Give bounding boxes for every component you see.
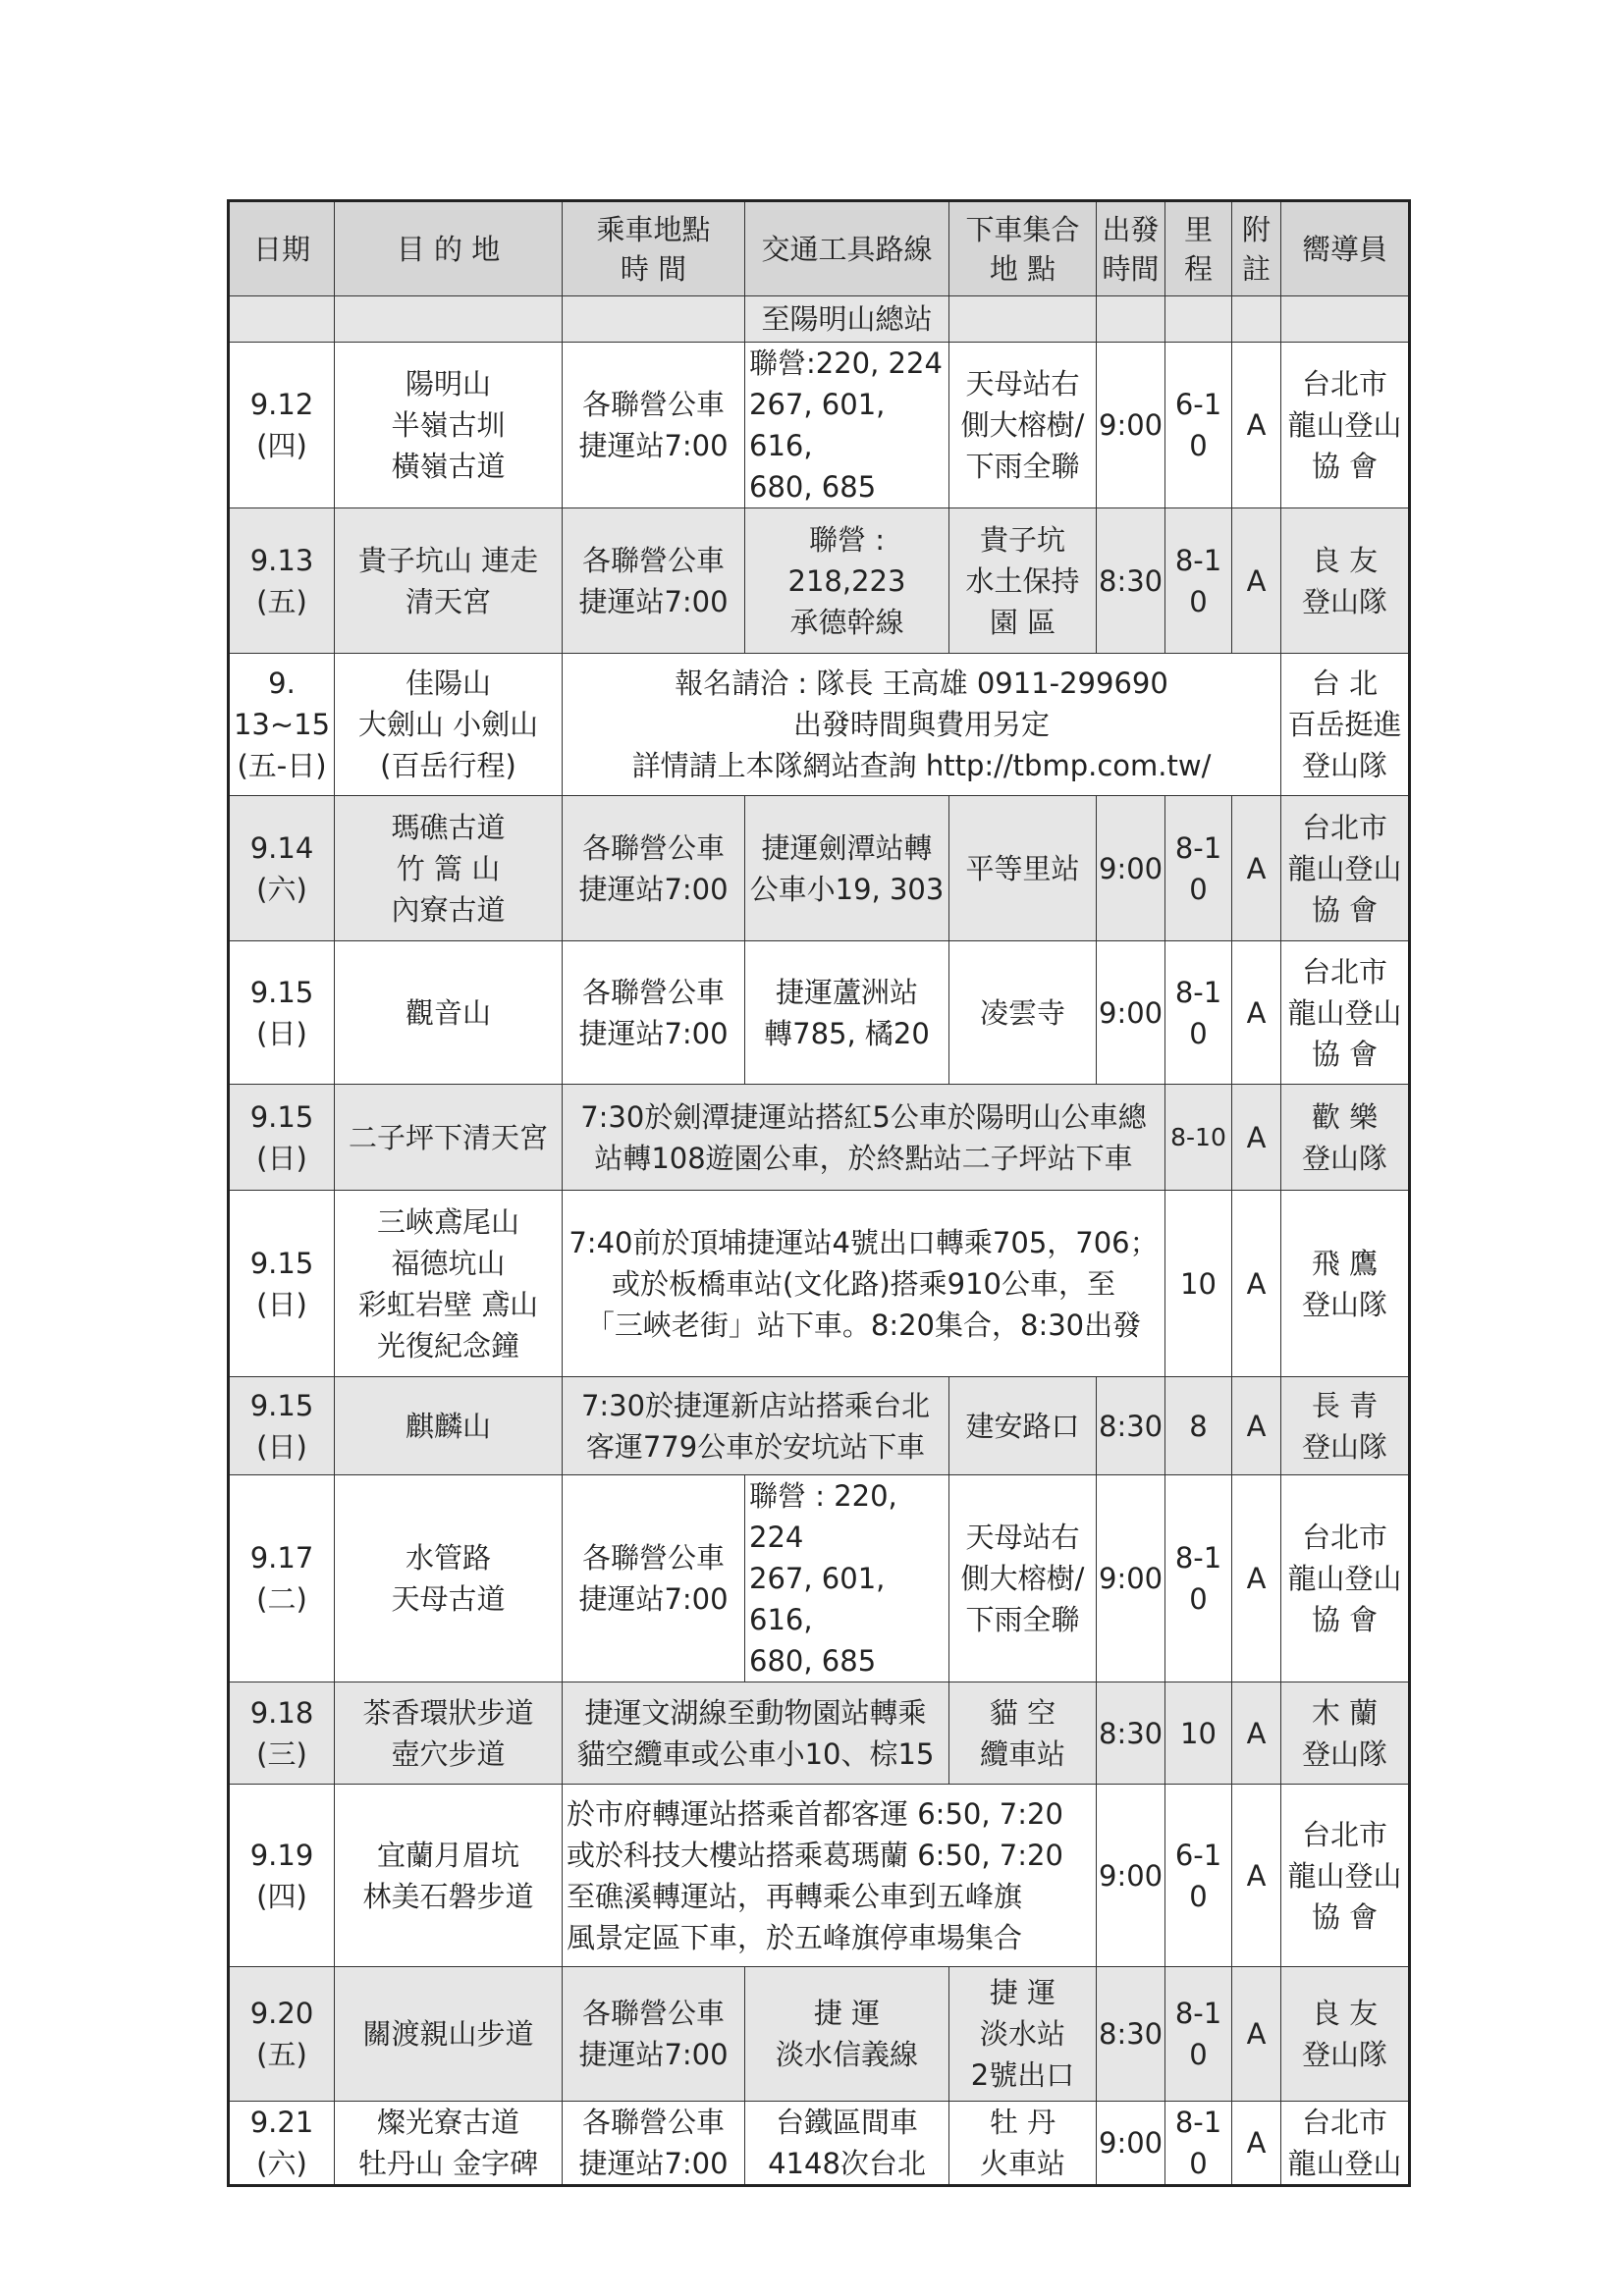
boarding-cell: 各聯營公車 捷運站7:00 — [563, 1967, 745, 2102]
distance-cell: 8-1 0 — [1165, 1475, 1232, 1682]
table-row — [229, 796, 1410, 941]
guide-cell: 良 友 登山隊 — [1281, 1967, 1410, 2102]
distance-cell: 10 — [1165, 1191, 1232, 1377]
boarding-cell: 各聯營公車 捷運站7:00 — [563, 508, 745, 654]
date-cell: 9.15 (日) — [229, 1377, 335, 1475]
distance-cell: 10 — [1165, 1682, 1232, 1785]
info-cell: 報名請洽 : 隊長 王高雄 0911-299690 出發時間與費用另定 詳情請上本隊網站查詢 http://tbmp.com.tw/ — [563, 654, 1281, 796]
destination-cell: 陽明山 半嶺古圳 橫嶺古道 — [335, 343, 563, 508]
table-row — [229, 343, 1410, 508]
table-row — [229, 1377, 1410, 1475]
info-cell: 捷運文湖線至動物園站轉乘 貓空纜車或公車小10、棕15 — [563, 1682, 949, 1785]
header-date: 日期 — [229, 201, 335, 296]
dropoff-cell: 天母站右 側大榕樹/ 下雨全聯 — [949, 1475, 1097, 1682]
route-cell: 台鐵區間車 4148次台北 — [745, 2102, 949, 2186]
header-dropoff: 下車集合 地 點 — [949, 201, 1097, 296]
date-cell: 9.18 (三) — [229, 1682, 335, 1785]
header-row — [229, 201, 1410, 296]
time-cell: 9:00 — [1097, 1475, 1165, 1682]
guide-cell: 台北市 龍山登山 協 會 — [1281, 1475, 1410, 1682]
time-cell: 8:30 — [1097, 1682, 1165, 1785]
guide-cell: 木 蘭 登山隊 — [1281, 1682, 1410, 1785]
route-cell: 聯營 : 220, 224 267, 601, 616, 680, 685 — [745, 1475, 949, 1682]
distance-cell: 8-1 0 — [1165, 1967, 1232, 2102]
destination-cell: 貴子坑山 連走 清天宮 — [335, 508, 563, 654]
dropoff-cell: 捷 運 淡水站 2號出口 — [949, 1967, 1097, 2102]
date-cell: 9.12 (四) — [229, 343, 335, 508]
time-cell: 8:30 — [1097, 1377, 1165, 1475]
header-destination: 目 的 地 — [335, 201, 563, 296]
continuation-row — [229, 296, 1410, 343]
destination-cell: 瑪礁古道 竹 篙 山 內寮古道 — [335, 796, 563, 941]
route-cell: 聯營:220, 224 267, 601, 616, 680, 685 — [745, 343, 949, 508]
date-cell: 9.13 (五) — [229, 508, 335, 654]
dropoff-cell: 貓 空 纜車站 — [949, 1682, 1097, 1785]
boarding-cell: 各聯營公車 捷運站7:00 — [563, 1475, 745, 1682]
guide-cell: 台北市 龍山登山 協 會 — [1281, 796, 1410, 941]
route-cell: 捷 運 淡水信義線 — [745, 1967, 949, 2102]
guide-cell: 良 友 登山隊 — [1281, 508, 1410, 654]
header-depart: 出發 時間 — [1097, 201, 1165, 296]
destination-cell: 水管路 天母古道 — [335, 1475, 563, 1682]
header-guide: 嚮導員 — [1281, 201, 1410, 296]
guide-cell: 台北市 龍山登山 協 會 — [1281, 343, 1410, 508]
dropoff-cell: 牡 丹 火車站 — [949, 2102, 1097, 2186]
time-cell: 9:00 — [1097, 1785, 1165, 1967]
destination-cell: 關渡親山步道 — [335, 1967, 563, 2102]
table-row — [229, 941, 1410, 1085]
info-cell: 7:30於劍潭捷運站搭紅5公車於陽明山公車總 站轉108遊園公車，於終點站二子坪站下車 — [563, 1085, 1165, 1191]
date-cell: 9.20 (五) — [229, 1967, 335, 2102]
note-cell: A — [1232, 1191, 1281, 1377]
time-cell: 8:30 — [1097, 1967, 1165, 2102]
note-cell: A — [1232, 1967, 1281, 2102]
dropoff-cell: 貴子坑 水土保持 園 區 — [949, 508, 1097, 654]
destination-cell: 佳陽山 大劍山 小劍山 (百岳行程) — [335, 654, 563, 796]
destination-cell: 觀音山 — [335, 941, 563, 1085]
note-cell: A — [1232, 1475, 1281, 1682]
boarding-cell: 各聯營公車 捷運站7:00 — [563, 941, 745, 1085]
guide-cell: 台北市 龍山登山 協 會 — [1281, 1785, 1410, 1967]
guide-cell: 長 青 登山隊 — [1281, 1377, 1410, 1475]
table-row — [229, 1191, 1410, 1377]
date-cell: 9.17 (二) — [229, 1475, 335, 1682]
time-cell: 9:00 — [1097, 796, 1165, 941]
date-cell: 9.21 (六) — [229, 2102, 335, 2186]
header-distance: 里 程 — [1165, 201, 1232, 296]
header-note: 附 註 — [1232, 201, 1281, 296]
distance-cell: 8-1 0 — [1165, 796, 1232, 941]
distance-cell: 6-1 0 — [1165, 1785, 1232, 1967]
route-cell: 至陽明山總站 — [745, 296, 949, 343]
table-row — [229, 2102, 1410, 2186]
note-cell: A — [1232, 1785, 1281, 1967]
schedule-table — [227, 199, 1411, 2187]
note-cell: A — [1232, 343, 1281, 508]
time-cell: 8:30 — [1097, 508, 1165, 654]
route-cell: 捷運劍潭站轉 公車小19, 303 — [745, 796, 949, 941]
destination-cell: 燦光寮古道 牡丹山 金字碑 — [335, 2102, 563, 2186]
table-row — [229, 1085, 1410, 1191]
time-cell: 9:00 — [1097, 343, 1165, 508]
distance-cell: 6-1 0 — [1165, 343, 1232, 508]
distance-cell: 8-1 0 — [1165, 941, 1232, 1085]
guide-cell: 台北市 龍山登山 — [1281, 2102, 1410, 2186]
boarding-cell: 各聯營公車 捷運站7:00 — [563, 796, 745, 941]
date-cell: 9.14 (六) — [229, 796, 335, 941]
table-row — [229, 1785, 1410, 1967]
guide-cell: 歡 樂 登山隊 — [1281, 1085, 1410, 1191]
destination-cell: 宜蘭月眉坑 林美石磐步道 — [335, 1785, 563, 1967]
note-cell: A — [1232, 796, 1281, 941]
note-cell: A — [1232, 2102, 1281, 2186]
info-cell: 7:40前於頂埔捷運站4號出口轉乘705，706； 或於板橋車站(文化路)搭乘910公車，至 「三峽老街」站下車。8:20集合，8:30出發 — [563, 1191, 1165, 1377]
time-cell: 9:00 — [1097, 941, 1165, 1085]
destination-cell: 麒麟山 — [335, 1377, 563, 1475]
info-cell: 7:30於捷運新店站搭乘台北 客運779公車於安坑站下車 — [563, 1377, 949, 1475]
destination-cell: 二子坪下清天宮 — [335, 1085, 563, 1191]
table-row — [229, 508, 1410, 654]
header-route: 交通工具路線 — [745, 201, 949, 296]
boarding-cell: 各聯營公車 捷運站7:00 — [563, 343, 745, 508]
distance-cell: 8-1 0 — [1165, 508, 1232, 654]
dropoff-cell: 天母站右 側大榕樹/ 下雨全聯 — [949, 343, 1097, 508]
date-cell: 9. 13~15 (五-日) — [229, 654, 335, 796]
guide-cell: 台 北 百岳挺進 登山隊 — [1281, 654, 1410, 796]
table-row — [229, 1682, 1410, 1785]
note-cell: A — [1232, 508, 1281, 654]
route-cell: 聯營 : 218,223 承德幹線 — [745, 508, 949, 654]
route-cell: 捷運蘆洲站 轉785, 橘20 — [745, 941, 949, 1085]
distance-cell: 8-10 — [1165, 1085, 1232, 1191]
table-row — [229, 654, 1410, 796]
guide-cell: 飛 鷹 登山隊 — [1281, 1191, 1410, 1377]
table-row — [229, 1967, 1410, 2102]
note-cell: A — [1232, 1377, 1281, 1475]
date-cell: 9.19 (四) — [229, 1785, 335, 1967]
dropoff-cell: 凌雲寺 — [949, 941, 1097, 1085]
distance-cell: 8-1 0 — [1165, 2102, 1232, 2186]
guide-cell: 台北市 龍山登山 協 會 — [1281, 941, 1410, 1085]
date-cell: 9.15 (日) — [229, 941, 335, 1085]
time-cell: 9:00 — [1097, 2102, 1165, 2186]
header-boarding: 乘車地點 時 間 — [563, 201, 745, 296]
date-cell: 9.15 (日) — [229, 1191, 335, 1377]
note-cell: A — [1232, 1085, 1281, 1191]
destination-cell: 茶香環狀步道 壺穴步道 — [335, 1682, 563, 1785]
boarding-cell: 各聯營公車 捷運站7:00 — [563, 2102, 745, 2186]
note-cell: A — [1232, 941, 1281, 1085]
info-cell: 於市府轉運站搭乘首都客運 6:50, 7:20 或於科技大樓站搭乘葛瑪蘭 6:50, 7:20 至礁溪轉運站，再轉乘公車到五峰旗 風景定區下車，於五峰旗停車場集合 — [563, 1785, 1097, 1967]
note-cell: A — [1232, 1682, 1281, 1785]
table-row — [229, 1475, 1410, 1682]
dropoff-cell: 建安路口 — [949, 1377, 1097, 1475]
date-cell: 9.15 (日) — [229, 1085, 335, 1191]
destination-cell: 三峽鳶尾山 福德坑山 彩虹岩壁 鳶山 光復紀念鐘 — [335, 1191, 563, 1377]
dropoff-cell: 平等里站 — [949, 796, 1097, 941]
distance-cell: 8 — [1165, 1377, 1232, 1475]
